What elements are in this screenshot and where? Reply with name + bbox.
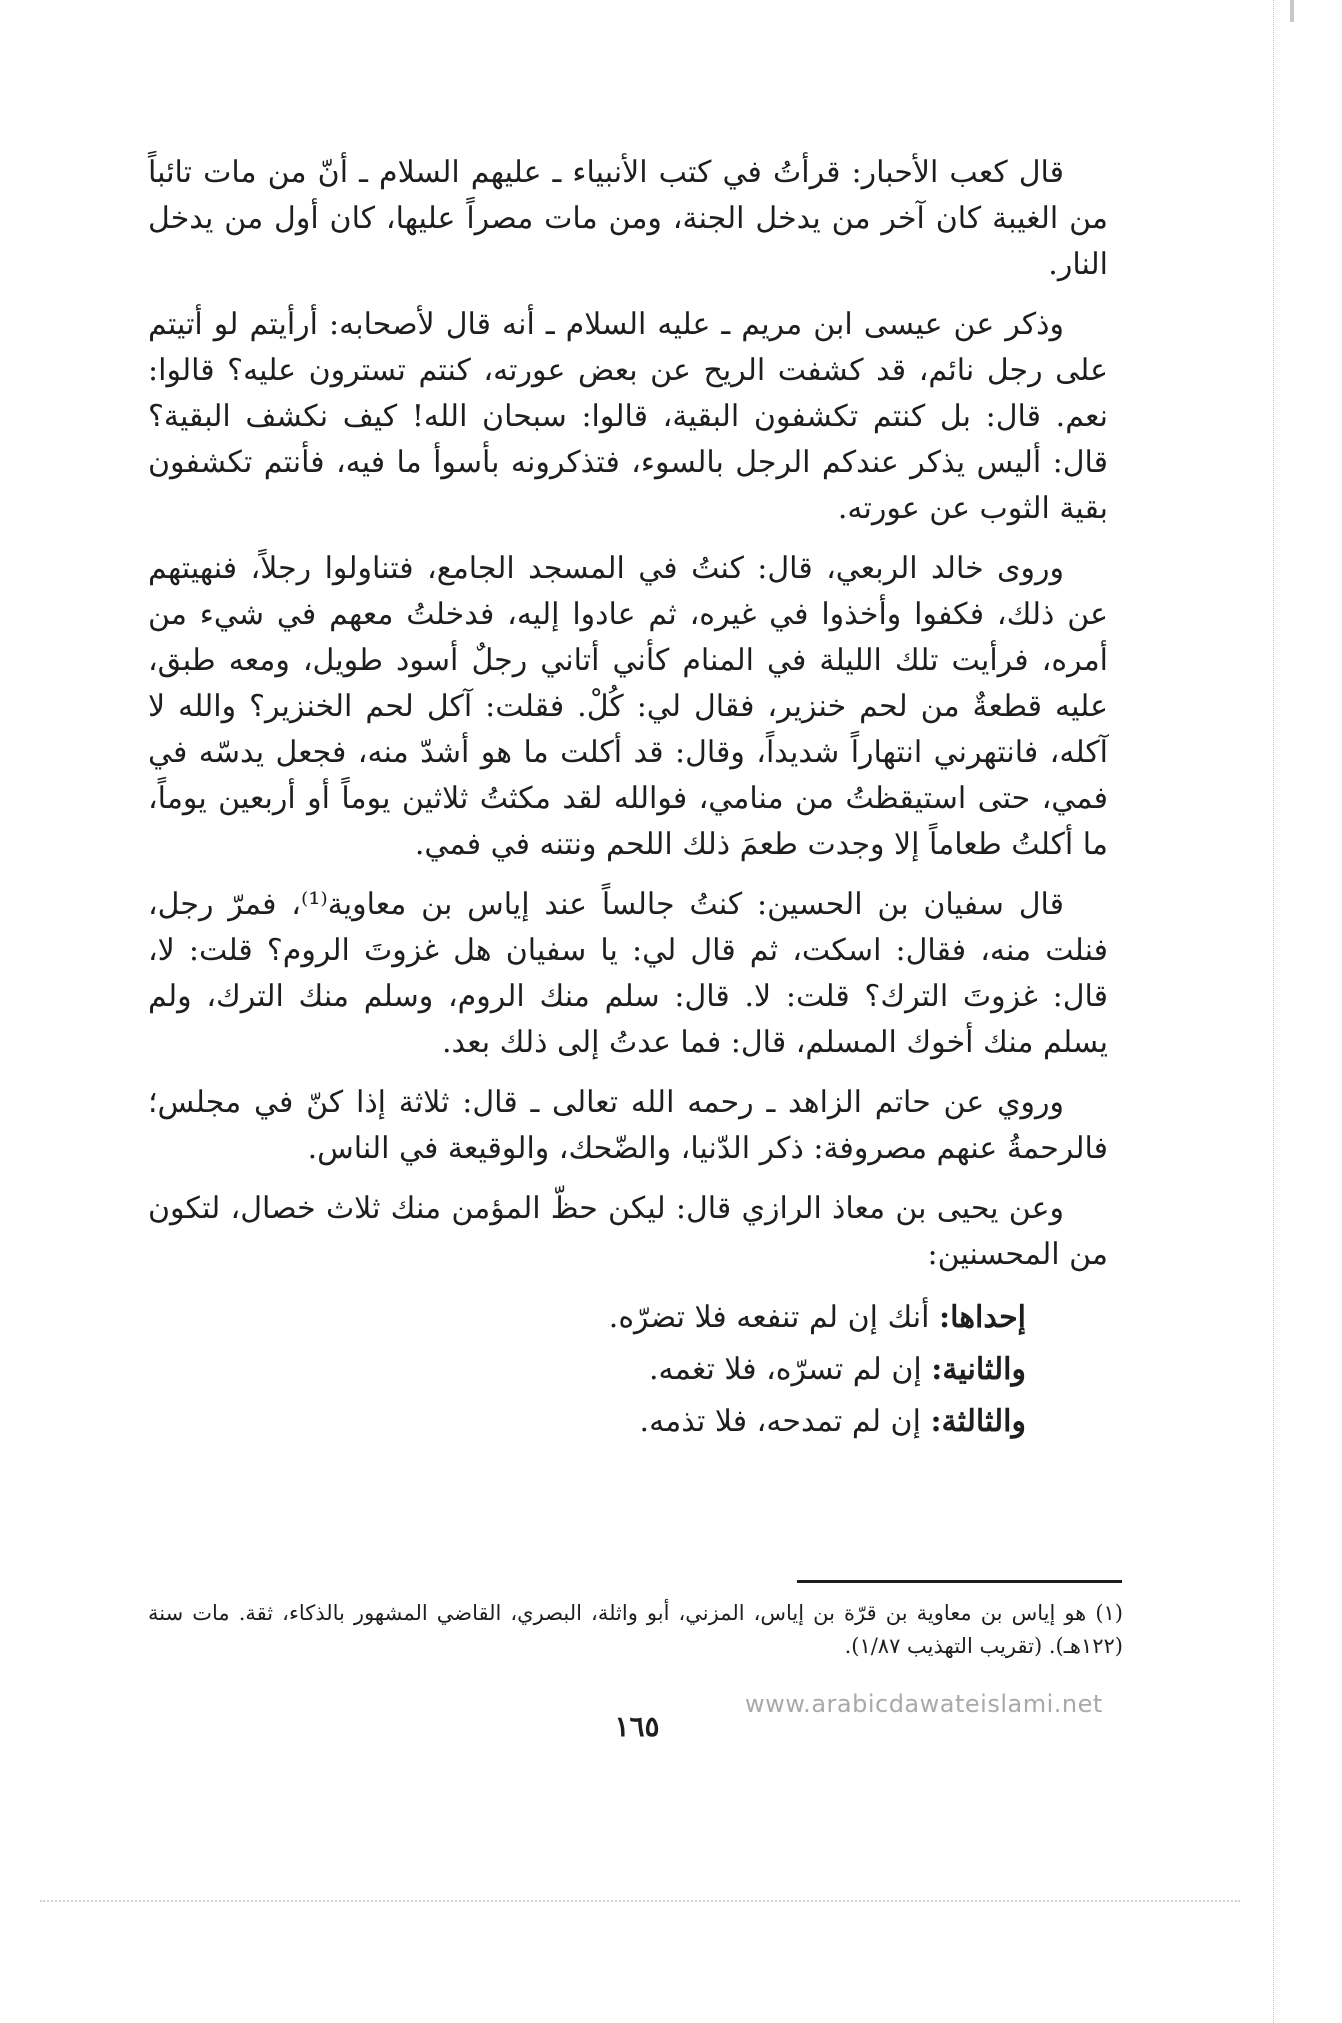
scan-bottom-dots (40, 1900, 1240, 1902)
list-item-label: والثانية: (931, 1352, 1026, 1387)
scan-edge-mark (1290, 0, 1294, 22)
list-item-label: إحداها: (939, 1300, 1026, 1335)
paragraph-hatim: وروي عن حاتم الزاهد ـ رحمه الله تعالى ـ قال: ثلاثة إذا كنّ في مجلس؛ فالرحمةُ عنهم مصروفة: ذكر الدّنيا، والضّحك، والوقيعة في الناس. (148, 1085, 1108, 1166)
footnote: (١) هو إياس بن معاوية بن قرّة بن إياس، المزني، أبو واثلة، البصري، القاضي المشهور بالذكاء، ثقة. مات سنة (١٢٢هـ). (تقريب التهذيب ١/٨٧). (148, 1601, 1123, 1658)
paragraph-kaab: قال كعب الأحبار: قرأتُ في كتب الأنبياء ـ عليهم السلام ـ أنّ من مات تائباً من الغيبة كان آخر من يدخل الجنة، ومن مات مصراً عليها، كان أول من يدخل النار. (148, 155, 1108, 282)
paragraph-isa: وذكر عن عيسى ابن مريم ـ عليه السلام ـ أنه قال لأصحابه: أرأيتم لو أتيتم على رجل نائم، قد كشفت الريح عن بعض عورته، كنتم تسترون عليه؟ قالوا: نعم. قال: بل كنتم تكشفون البقية، قالوا: سبحان الله! كيف نكشف البقية؟ قال: أليس يذكر عندكم الرجل بالسوء، فتذكرونه بأسوأ ما فيه، فأنتم تكشفون بقية الثوب عن عورته. (148, 307, 1108, 526)
watermark: www.arabicdawateislami.net (745, 1690, 1103, 1718)
list-item-label: والثالثة: (930, 1404, 1026, 1439)
list-item-text: إن لم تسرّه، فلا تغمه. (649, 1352, 922, 1387)
main-text (148, 150, 1108, 1448)
list-item-text: إن لم تمدحه، فلا تذمه. (639, 1404, 921, 1439)
paragraph-sufyan: قال سفيان بن الحسين: كنتُ جالساً عند إياس بن معاوية⁽¹⁾، فمرّ رجل، فنلت منه، فقال: اسكت، ثم قال لي: يا سفيان هل غزوتَ الروم؟ قلت: لا، قال: غزوتَ الترك؟ قلت: لا. قال: سلم منك الروم، وسلم منك الترك، ولم يسلم منك أخوك المسلم، قال: فما عدتُ إلى ذلك بعد. (148, 887, 1108, 1060)
qualities-list (148, 1292, 1108, 1448)
list-item (148, 1396, 1026, 1448)
page-number: ١٦٥ (614, 1710, 660, 1743)
list-item (148, 1344, 1026, 1396)
list-item-text: أنك إن لم تنفعه فلا تضرّه. (608, 1300, 930, 1335)
list-item (148, 1292, 1026, 1344)
paragraph-khalid: وروى خالد الربعي، قال: كنتُ في المسجد الجامع، فتناولوا رجلاً، فنهيتهم عن ذلك، فكفوا وأخذوا في غيره، ثم عادوا إليه، فدخلتُ معهم في شيء من أمره، فرأيت تلك الليلة في المنام كأني أتاني رجلٌ أسود طويل، ومعه طبق، عليه قطعةٌ من لحم خنزير، فقال لي: كُلْ. فقلت: آكل لحم الخنزير؟ والله لا آكله، فانتهرني انتهاراً شديداً، وقال: قد أكلت ما هو أشدّ منه، فجعل يدسّه في فمي، حتى استيقظتُ من منامي، فوالله لقد مكثتُ ثلاثين يوماً أو أربعين يوماً، ما أكلتُ طعاماً إلا وجدت طعمَ ذلك اللحم ونتنه في فمي. (148, 551, 1108, 862)
scan-border-line (1273, 0, 1274, 2023)
footnote-divider (797, 1580, 1122, 1583)
paragraph-yahya: وعن يحيى بن معاذ الرازي قال: ليكن حظّ المؤمن منك ثلاث خصال، لتكون من المحسنين: (148, 1191, 1108, 1272)
